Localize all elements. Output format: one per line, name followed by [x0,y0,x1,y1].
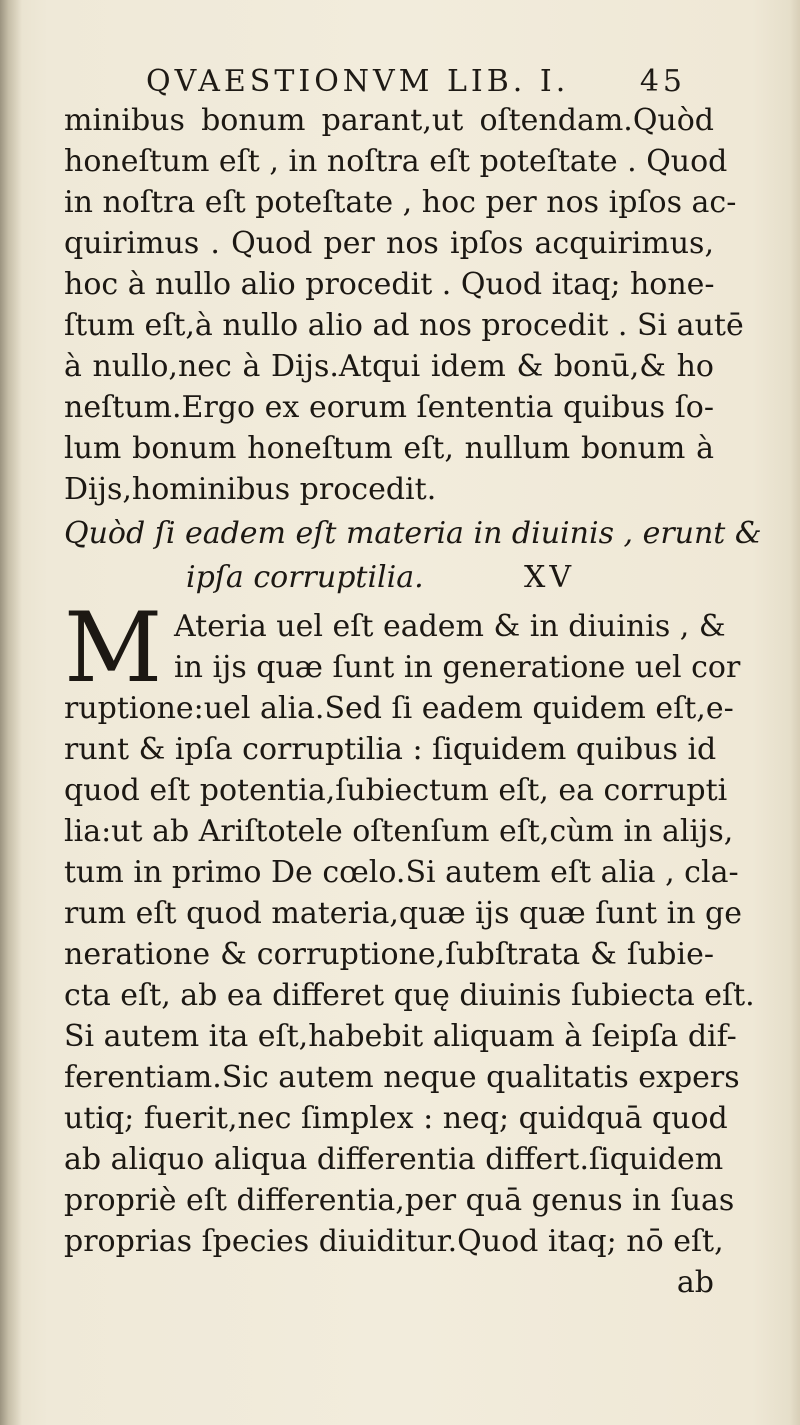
text-line: ſtum eſt,à nullo alio ad nos procedit . Si autē [64,308,744,343]
drop-cap: M [64,592,163,704]
text-line: quirimus . Quod per nos ipſos acquirimus, [64,226,714,261]
running-head-title: QVAESTIONVM LIB. I. [146,64,570,99]
text-line: Ateria uel eſt eadem & in diuinis , & [174,609,726,644]
paragraph-2 [64,592,755,1303]
text-line: proprias ſpecies diuiditur.Quod itaq; nō eſt, [64,1224,724,1259]
section-heading [64,512,762,600]
text-line: ruptione:uel alia.Sed ſi eadem quidem eſt,e- [64,691,734,726]
text-line: hoc à nullo alio procedit . Quod itaq; hone- [64,267,715,302]
text-line: in ijs quæ ſunt in generatione uel cor [174,650,741,685]
section-number: XV [524,560,576,595]
text-line: à nullo,nec à Dijs.Atqui idem & bonū,& ho [64,349,714,384]
heading-line-2: ipſa corruptilia. [186,560,424,595]
text-line: minibus bonum parant,ut oſtendam.Quòd [64,103,714,138]
gutter-shadow [0,0,22,1425]
text-line: cta eſt, ab ea differet quę diuinis ſubiecta eſt. [64,978,755,1013]
heading-line-1: Quòd ſi eadem eſt materia in diuinis , erunt & [64,516,762,551]
running-head [146,64,686,104]
page-edge [790,0,800,1425]
paragraph-1 [64,100,744,510]
text-line: Si autem ita eſt,habebit aliquam à ſeipſa dif- [64,1019,737,1054]
text-line: lum bonum honeſtum eſt, nullum bonum à [64,431,714,466]
text-line: ab aliquo aliqua differentia differt.ſiquidem [64,1142,724,1177]
text-line: lia:ut ab Ariſtotele oſtenſum eſt,cùm in alijs, [64,814,734,849]
text-line: in noſtra eſt poteſtate , hoc per nos ipſos ac- [64,185,737,220]
text-line: ferentiam.Sic autem neque qualitatis expers [64,1060,740,1095]
text-line: tum in primo De cœlo.Si autem eſt alia , cla- [64,855,739,890]
text-line: Dijs,hominibus procedit. [64,472,437,507]
text-line: honeſtum eſt , in noſtra eſt poteſtate . Quod [64,144,728,179]
text-line: runt & ipſa corruptilia : ſiquidem quibus id [64,732,717,767]
text-line: quod eſt potentia,ſubiectum eſt, ea corrupti [64,773,728,808]
text-line: rum eſt quod materia,quæ ijs quæ ſunt in ge [64,896,743,931]
text-line: utiq; fuerit,nec ſimplex : neq; quidquā quod [64,1101,728,1136]
text-line: neratione & corruptione,ſubſtrata & ſubie- [64,937,714,972]
catchword: ab [676,1265,714,1300]
text-line: neſtum.Ergo ex eorum ſententia quibus ſo- [64,390,714,425]
page-number: 45 [639,64,686,99]
text-line: propriè eſt differentia,per quā genus in ſuas [64,1183,735,1218]
